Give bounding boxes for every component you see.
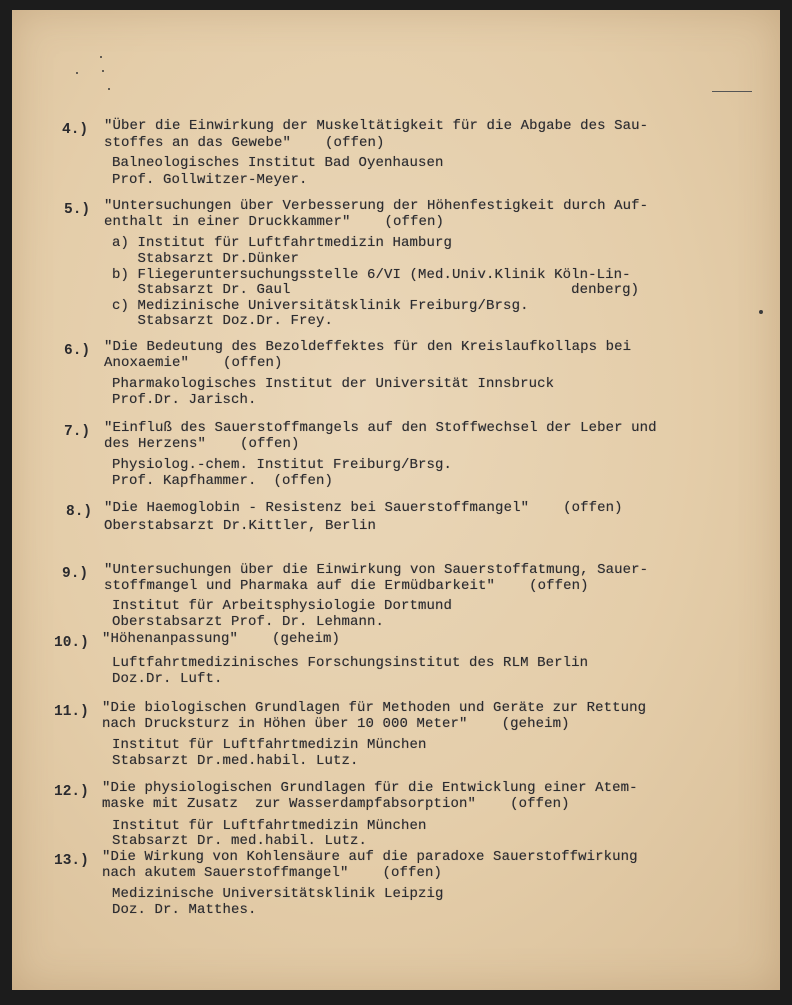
item-title-line: "Die Bedeutung des Bezoldeffektes für den Kreislaufkollaps bei	[104, 339, 632, 355]
item-institution: Luftfahrtmedizinisches Forschungsinstitut des RLM Berlin	[112, 655, 589, 671]
item-person: Oberstabsarzt Dr.Kittler, Berlin	[104, 518, 377, 534]
item-institution: Physiolog.-chem. Institut Freiburg/Brsg.	[112, 457, 453, 473]
item-title-line: "Die Haemoglobin - Resistenz bei Sauerstoffmangel" (offen)	[104, 500, 623, 516]
item-number: 11.)	[54, 704, 89, 720]
item-person: Prof.Dr. Jarisch.	[112, 392, 257, 408]
item-title-line: "Über die Einwirkung der Muskeltätigkeit für die Abgabe des Sau-	[104, 118, 649, 134]
item-number: 12.)	[54, 784, 89, 800]
paper-speck	[100, 56, 102, 58]
item-number: 9.)	[62, 566, 89, 582]
item-person: Stabsarzt Dr. med.habil. Lutz.	[112, 833, 368, 849]
item-subentry: b) Fliegeruntersuchungsstelle 6/VI (Med.Univ.Klinik Köln-Lin-	[112, 267, 631, 283]
paper-mark	[712, 91, 752, 92]
item-subentry: Stabsarzt Doz.Dr. Frey.	[112, 313, 334, 329]
paper-speck	[102, 70, 104, 72]
item-number: 5.)	[64, 202, 91, 218]
item-person: Doz. Dr. Matthes.	[112, 902, 257, 918]
item-person: Prof. Kapfhammer. (offen)	[112, 473, 334, 489]
item-title-line: stoffes an das Gewebe" (offen)	[104, 135, 385, 151]
item-institution: Institut für Luftfahrtmedizin München	[112, 818, 427, 834]
item-title-line: nach Drucksturz in Höhen über 10 000 Meter" (geheim)	[102, 716, 570, 732]
item-title-line: "Die biologischen Grundlagen für Methoden und Geräte zur Rettung	[102, 700, 647, 716]
item-title-line: "Höhenanpassung" (geheim)	[102, 631, 341, 647]
item-institution: Institut für Arbeitsphysiologie Dortmund	[112, 598, 453, 614]
item-subentry: Stabsarzt Dr.Dünker	[112, 251, 300, 267]
paper-speck	[108, 88, 110, 90]
item-number: 10.)	[54, 635, 89, 651]
paper-speck	[76, 72, 78, 74]
item-number: 7.)	[64, 424, 91, 440]
item-person: Doz.Dr. Luft.	[112, 671, 223, 687]
item-number: 4.)	[62, 122, 89, 138]
item-number: 13.)	[54, 853, 89, 869]
item-title-line: "Untersuchungen über die Einwirkung von Sauerstoffatmung, Sauer-	[104, 562, 649, 578]
item-subentry: Stabsarzt Dr. Gaul denberg)	[112, 282, 640, 298]
item-title-line: "Die Wirkung von Kohlensäure auf die paradoxe Sauerstoffwirkung	[102, 849, 638, 865]
item-title-line: Anoxaemie" (offen)	[104, 355, 283, 371]
item-person: Stabsarzt Dr.med.habil. Lutz.	[112, 753, 359, 769]
item-number: 6.)	[64, 343, 91, 359]
item-title-line: stoffmangel und Pharmaka auf die Ermüdbarkeit" (offen)	[104, 578, 589, 594]
item-title-line: "Die physiologischen Grundlagen für die Entwicklung einer Atem-	[102, 780, 638, 796]
item-title-line: "Einfluß des Sauerstoffmangels auf den Stoffwechsel der Leber und	[104, 420, 657, 436]
item-institution: Medizinische Universitätsklinik Leipzig	[112, 886, 444, 902]
item-institution: Balneologisches Institut Bad Oyenhausen	[112, 155, 444, 171]
item-institution: Institut für Luftfahrtmedizin München	[112, 737, 427, 753]
item-title-line: des Herzens" (offen)	[104, 436, 300, 452]
item-institution: Pharmakologisches Institut der Universität Innsbruck	[112, 376, 555, 392]
item-title-line: enthalt in einer Druckkammer" (offen)	[104, 214, 445, 230]
paper-speck	[759, 310, 763, 314]
item-person: Oberstabsarzt Prof. Dr. Lehmann.	[112, 614, 385, 630]
document-page	[12, 10, 780, 990]
item-title-line: "Untersuchungen über Verbesserung der Höhenfestigkeit durch Auf-	[104, 198, 649, 214]
item-number: 8.)	[66, 504, 93, 520]
item-subentry: c) Medizinische Universitätsklinik Freiburg/Brsg.	[112, 298, 529, 314]
item-person: Prof. Gollwitzer-Meyer.	[112, 172, 308, 188]
item-title-line: maske mit Zusatz zur Wasserdampfabsorption" (offen)	[102, 796, 570, 812]
item-subentry: a) Institut für Luftfahrtmedizin Hamburg	[112, 235, 453, 251]
item-title-line: nach akutem Sauerstoffmangel" (offen)	[102, 865, 443, 881]
